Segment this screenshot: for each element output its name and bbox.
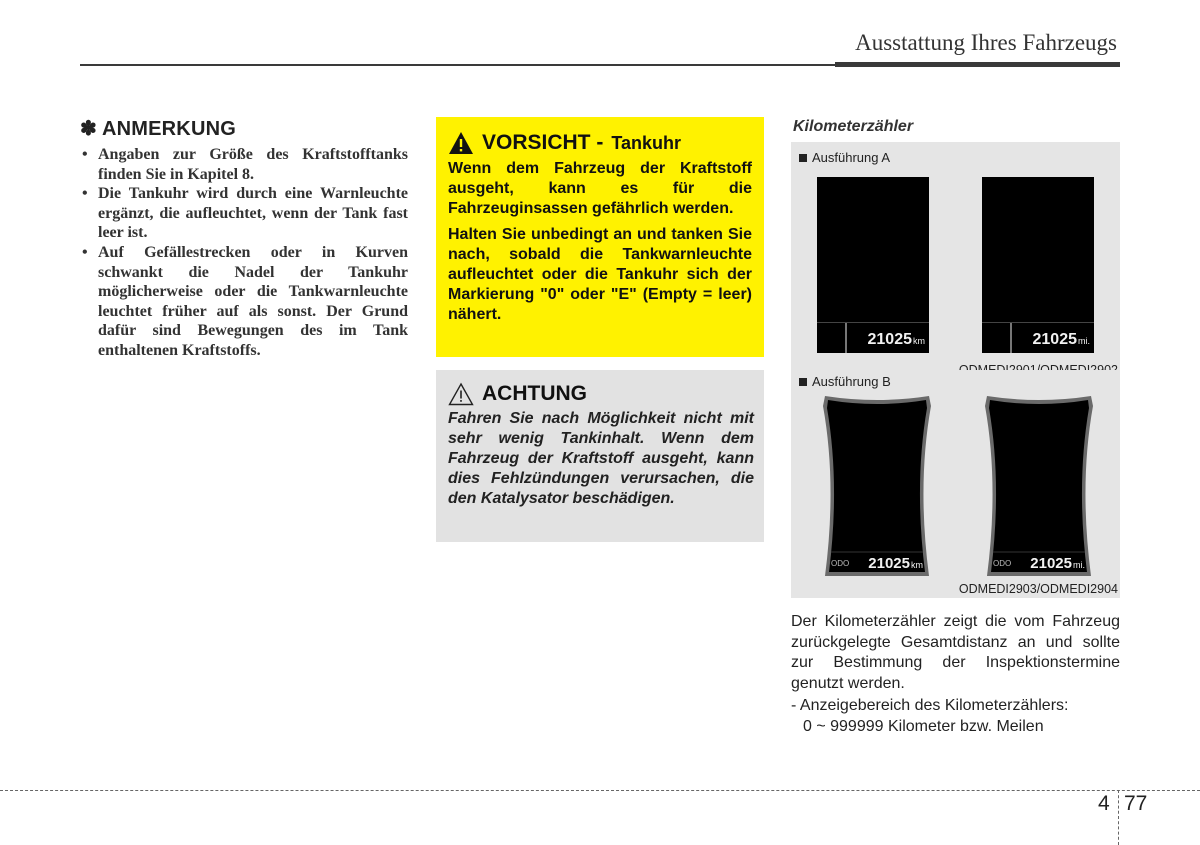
- figure-b-caption: ODMEDI2903/ODMEDI2904: [958, 582, 1118, 596]
- attention-box: [436, 370, 764, 542]
- odometer-description: Der Kilometerzähler zeigt die vom Fahrzeug zurückgelegte Gesamtdistanz an und sollte zur Bestimmung der Inspektionstermine genutzt werden.: [791, 613, 1120, 692]
- display-frame: [821, 394, 933, 580]
- square-bullet-icon: [799, 154, 807, 162]
- footer-divider: [0, 790, 1200, 791]
- chapter-number: 4: [1098, 792, 1110, 815]
- display-tick: [845, 323, 847, 353]
- odometer-display-km: [817, 177, 929, 353]
- odometer-section-title: Kilometerzähler: [793, 118, 914, 135]
- figure-a-label-text: Ausführung A: [812, 150, 891, 165]
- odometer-range: [791, 696, 1120, 737]
- display-tick: [1010, 323, 1012, 353]
- attention-text: Fahren Sie nach Möglichkeit nicht mit sehr wenig Tankinhalt. Wenn dem Fahrzeug der Kraftstoff ausgeht, kann dies Fehlzündungen verursachen, die den Katalysator beschädigen.: [448, 410, 754, 507]
- display-frame: [983, 394, 1095, 580]
- note-item: • Die Tankuhr wird durch eine Warnleuchte ergänzt, die aufleuchtet, wenn der Tank fast leer ist.: [80, 184, 408, 243]
- note-item: • Auf Gefällestrecken oder in Kurven schwankt die Nadel der Tankuhr möglicherweise oder die Tankwarnleuchte leuchtet früher auf als sonst. Der Grund dafür sind Bewegungen des im Tank enthaltenen Kraftstoffs.: [80, 243, 408, 361]
- display-divider: [817, 322, 929, 323]
- figure-a-label: [799, 150, 890, 165]
- attention-header: [448, 382, 754, 406]
- caution-box: [436, 117, 764, 357]
- caution-paragraph: Halten Sie unbedingt an und tanken Sie nach, sobald die Tankwarnleuchte aufleuchtet oder die Tankuhr sich der Markierung "0" oder "E" (Empty = leer) nähert.: [448, 226, 752, 323]
- page-number: 77: [1124, 792, 1148, 815]
- display-divider: [982, 322, 1094, 323]
- odometer-value: 21025: [868, 555, 910, 572]
- note-item: • Angaben zur Größe des Kraftstofftanks finden Sie in Kapitel 8.: [80, 145, 408, 184]
- figure-b-label: [799, 374, 891, 389]
- odometer-figure-b: [791, 370, 1120, 598]
- odometer-value: 21025: [1032, 331, 1077, 348]
- odometer-display-mi: [982, 177, 1094, 353]
- odo-tag: ODO: [993, 559, 1012, 568]
- header-divider-accent: [835, 62, 1120, 67]
- odometer-unit: mi.: [1073, 560, 1085, 570]
- odometer-unit: km: [911, 560, 923, 570]
- range-value: 0 ~ 999999 Kilometer bzw. Meilen: [803, 717, 1044, 735]
- note-section: [80, 116, 408, 361]
- warning-triangle-outline-icon: [448, 382, 474, 406]
- odometer-readout: [868, 331, 926, 349]
- odo-tag: ODO: [831, 559, 850, 568]
- caution-title: VORSICHT -: [482, 131, 604, 154]
- odometer-figure-a: [791, 142, 1120, 375]
- odometer-readout: [1033, 331, 1091, 349]
- odometer-display-b-km: [821, 394, 933, 580]
- note-title: ✽ ANMERKUNG: [80, 118, 236, 140]
- odometer-readout: [868, 555, 923, 572]
- odometer-value: 21025: [867, 331, 912, 348]
- square-bullet-icon: [799, 378, 807, 386]
- caution-subtitle: Tankuhr: [611, 132, 682, 153]
- page-header-title: Ausstattung Ihres Fahrzeugs: [855, 30, 1117, 55]
- odometer-display-b-mi: [983, 394, 1095, 580]
- note-list: [80, 145, 408, 361]
- warning-triangle-icon: [448, 131, 474, 155]
- range-label: - Anzeigebereich des Kilometerzählers:: [791, 697, 1069, 714]
- attention-title: ACHTUNG: [482, 382, 587, 405]
- odometer-readout: [1030, 555, 1085, 572]
- figure-b-label-text: Ausführung B: [812, 374, 891, 389]
- caution-header: [448, 131, 752, 155]
- odometer-unit: mi.: [1078, 336, 1090, 346]
- caution-paragraph: Wenn dem Fahrzeug der Kraftstoff ausgeht, kann es für die Fahrzeuginsassen gefährlich werden.: [448, 160, 752, 217]
- footer-page-divider: [1118, 790, 1119, 845]
- odometer-value: 21025: [1030, 555, 1072, 572]
- odometer-unit: km: [913, 336, 925, 346]
